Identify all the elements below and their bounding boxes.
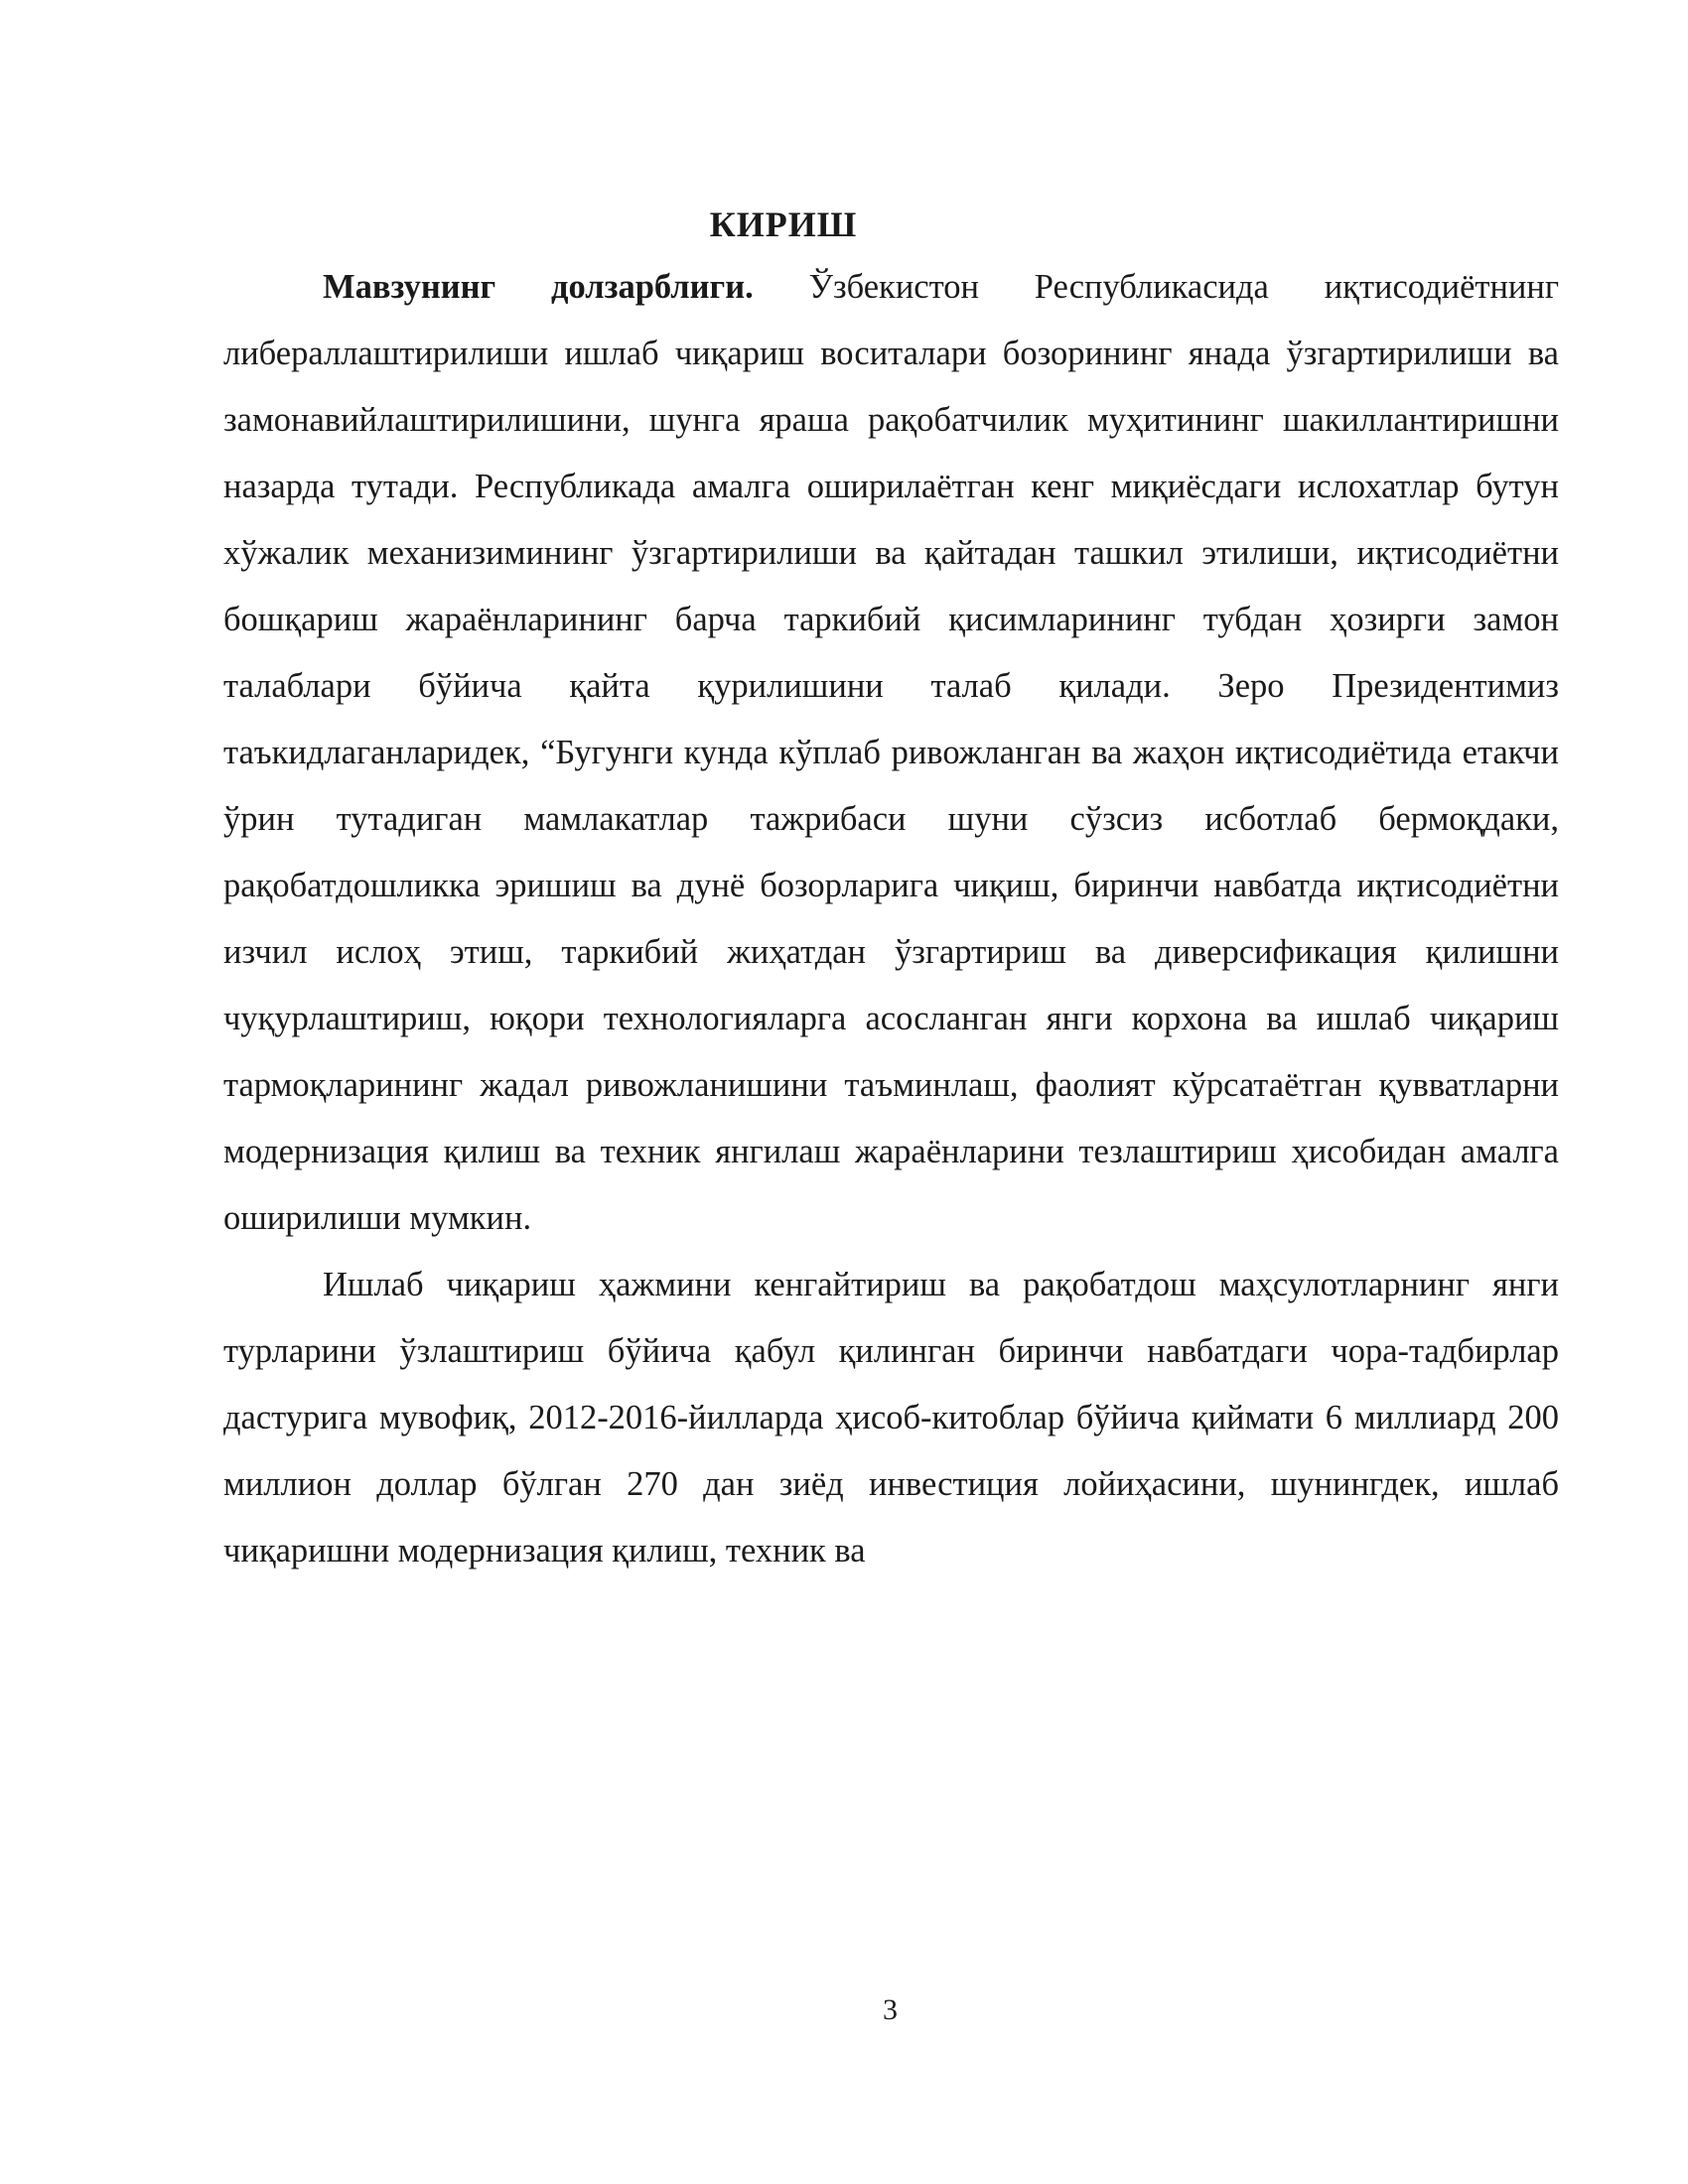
paragraph-production	[223, 1252, 1559, 1584]
document-body	[223, 254, 1559, 1584]
paragraph-text: Ишлаб чиқариш ҳажмини кенгайтириш ва рақобатдош маҳсулотларнинг янги турларини ўзлаштириш бўйича қабул қилинган биринчи навбатдаги чора-тадбирлар дастурига мувофиқ, 2012-2016-йилларда ҳисоб-китоблар бўйича қиймати 6 миллиард 200 миллион доллар бўлган 270 дан зиёд инвестиция лойиҳасини, шунингдек, ишлаб чиқаришни модернизация қилиш, техник ва	[223, 1266, 1559, 1570]
page-title: КИРИШ	[709, 205, 858, 244]
paragraph-text: Ўзбекистон Республикасида иқтисодиётнинг либераллаштирилиши ишлаб чиқариш воситалари бозорининг янада ўзгартирилиши ва замонавийлаштирилишини, шунга яраша рақобатчилик муҳитининг шакиллантиришни назарда тутади. Республикада амалга оширилаётган кенг миқиёсдаги ислохатлар бутун хўжалик механизимининг ўзгартирилиши ва қайтадан ташкил этилиши, иқтисодиётни бошқариш жараёнларининг барча таркибий қисимларининг тубдан ҳозирги замон талаблари бўйича қайта қурилишини талаб қилади. Зеро Президентимиз таъкидлаганларидек, “Бугунги кунда кўплаб ривожланган ва жаҳон иқтисодиётида етакчи ўрин тутадиган мамлакатлар тажрибаси шуни сўзсиз исботлаб бермоқдаки, рақобатдошликка эришиш ва дунё бозорларига чиқиш, биринчи навбатда иқтисодиётни изчил ислоҳ этиш, таркибий жиҳатдан ўзгартириш ва диверсификация қилишни чуқурлаштириш, юқори технологияларга асосланган янги корхона ва ишлаб чиқариш тармоқларининг жадал ривожланишини таъминлаш, фаолият кўрсатаётган қувватларни модернизация қилиш ва техник янгилаш жараёнларини тезлаштириш ҳисобидан амалга оширилиши мумкин.	[223, 268, 1559, 1237]
paragraph-lead: Мавзунинг долзарблиги.	[323, 268, 754, 306]
paragraph-relevance	[223, 254, 1559, 1252]
page-number: 3	[883, 1993, 898, 2026]
